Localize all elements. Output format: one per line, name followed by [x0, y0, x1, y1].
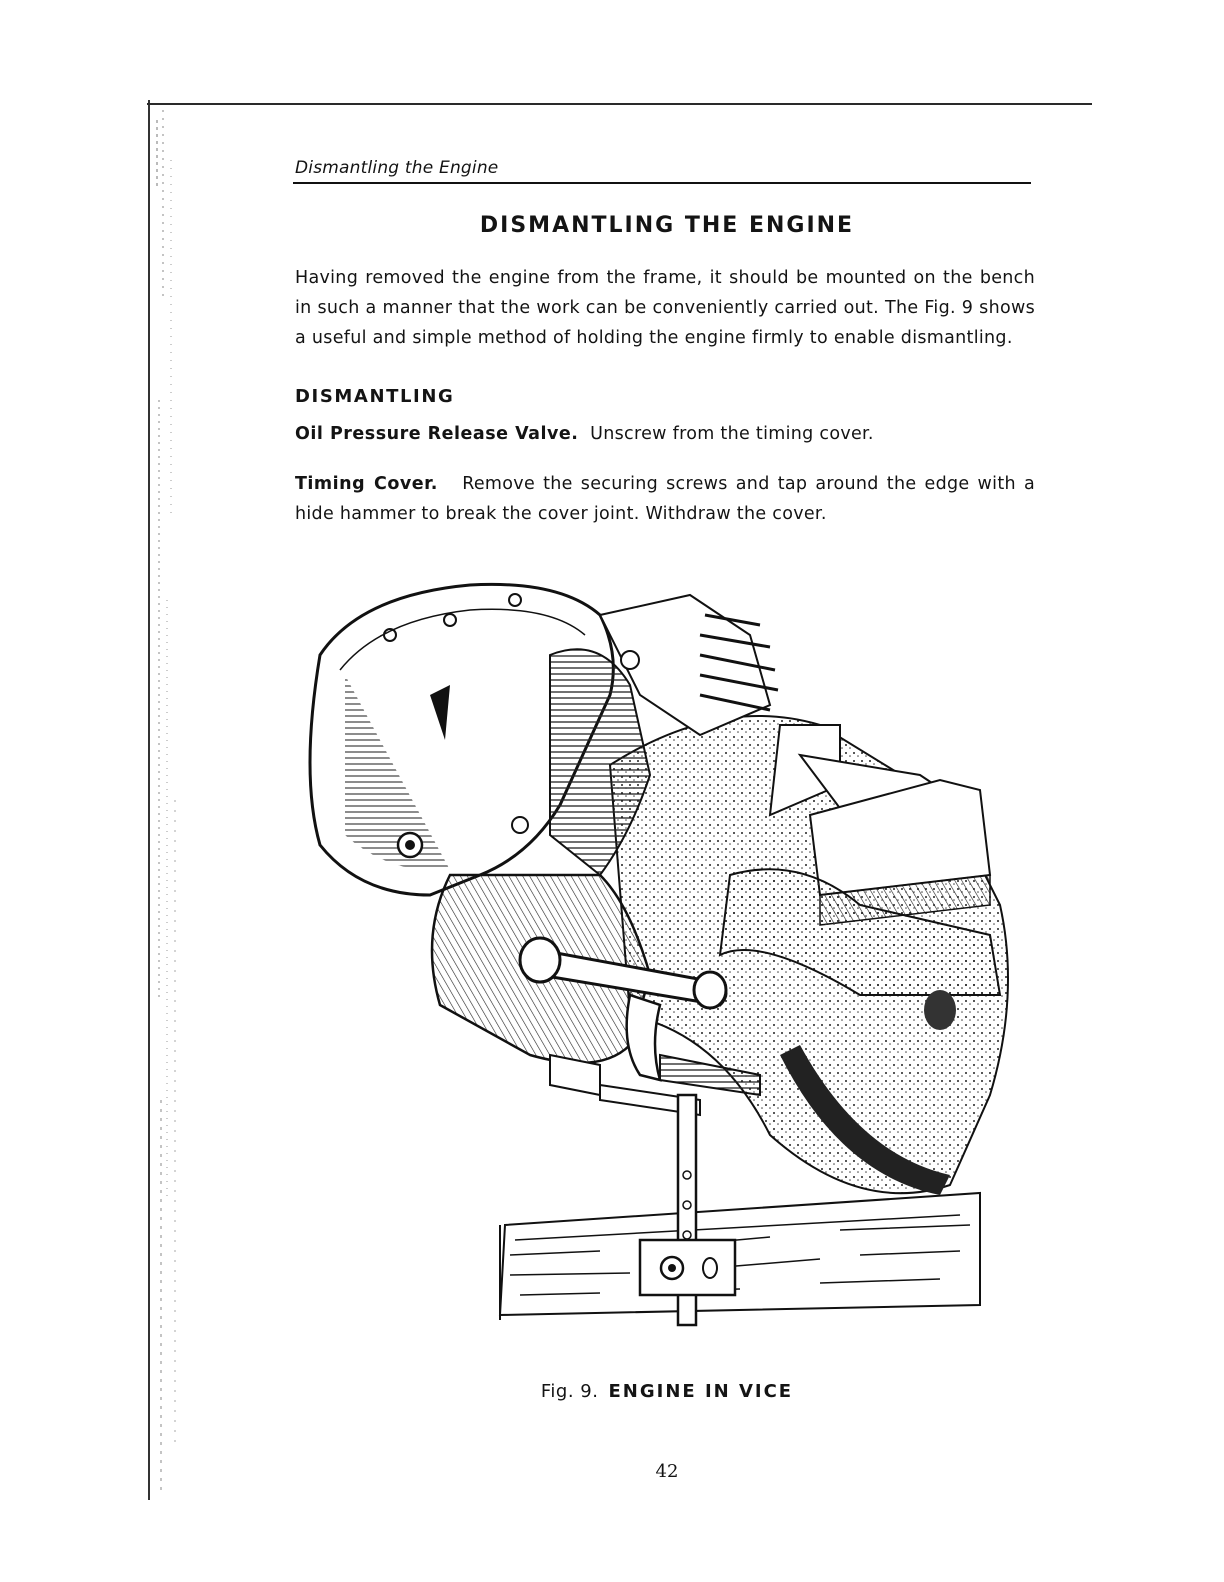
figure-number: Fig. 9. — [540, 1381, 599, 1402]
step-text: Remove the securing screws and tap around the edge with a hide hammer to break the cover joint. Withdraw the cover. — [295, 474, 1035, 524]
page-title: DISMANTLING THE ENGINE — [479, 213, 855, 238]
page-number: 42 — [655, 1461, 679, 1482]
step-oil-pressure-valve — [295, 419, 1035, 449]
bench-vice — [610, 716, 1008, 1195]
wooden-bench — [500, 1193, 980, 1320]
section-heading: DISMANTLING — [295, 386, 455, 407]
step-text: Unscrew from the timing cover. — [590, 424, 874, 444]
step-label: Oil Pressure Release Valve. — [295, 424, 579, 444]
page-top-rule — [147, 103, 1092, 105]
running-head: Dismantling the Engine — [295, 158, 499, 178]
intro-paragraph: Having removed the engine from the frame, it should be mounted on the bench in such a manner that the work can be conveniently carried out. The Fig. 9 shows a useful and simple method of holding the engine firmly to enable dismantling. — [295, 268, 1035, 348]
engine-in-vice-illustration — [300, 575, 1020, 1345]
step-timing-cover — [295, 469, 1035, 529]
figure-caption — [0, 1381, 1224, 1402]
figure-title: ENGINE IN VICE — [608, 1381, 794, 1402]
scan-binding-edge — [147, 100, 187, 1500]
step-label: Timing Cover. — [295, 474, 438, 494]
header-rule — [293, 182, 1031, 184]
